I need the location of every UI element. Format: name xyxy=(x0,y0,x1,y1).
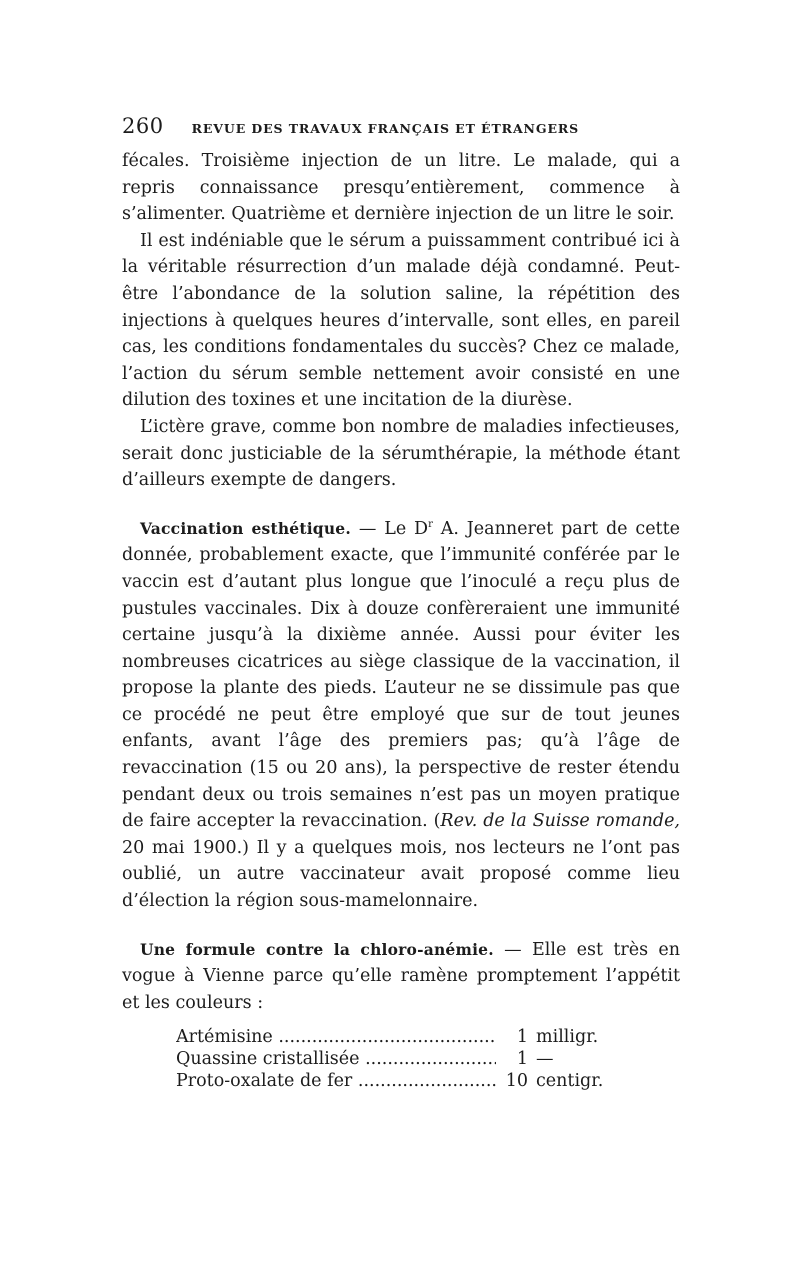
recipe-unit: — xyxy=(536,1049,554,1070)
recipe-row xyxy=(176,1048,626,1070)
journal-citation: Rev. de la Suisse romande, xyxy=(440,811,680,832)
recipe-row xyxy=(176,1026,626,1048)
vaccination-intro: — Le D xyxy=(350,518,429,539)
section-vaccination xyxy=(122,516,680,915)
recipe-ingredient: Quassine cristallisée ..... xyxy=(176,1048,496,1070)
vaccination-body-2: 20 mai 1900.) Il y a quelques mois, nos lecteurs ne l’ont pas oublié, un autre vaccinateur avait proposé comme lieu d’élection la région sous-mamelonnaire. xyxy=(122,837,680,912)
section-formule xyxy=(122,937,680,1017)
paragraph-3: L’ictère grave, comme bon nombre de maladies infectieuses, serait donc justiciable de la sérumthérapie, la méthode étant d’ailleurs exempte de dangers. xyxy=(122,416,680,491)
recipe-ingredient: Artémisine ..... xyxy=(176,1026,496,1048)
recipe-quantity: 10 xyxy=(505,1071,528,1092)
running-title: REVUE DES TRAVAUX FRANÇAIS ET ÉTRANGERS xyxy=(191,121,580,136)
recipe-ingredient: Proto-oxalate de fer ..... xyxy=(176,1070,496,1092)
recipe-quantity: 1 xyxy=(516,1049,528,1070)
doctor-superscript: r xyxy=(428,518,433,530)
section-title-vaccination: Vaccination esthétique. xyxy=(140,518,351,538)
formule-body: — Elle est très en vogue à Vienne parce qu’elle ramène promptement l’appétit et les couleurs : xyxy=(122,939,681,1013)
page-header xyxy=(122,114,682,138)
recipe-row xyxy=(176,1070,626,1092)
paragraph-2: Il est indéniable que le sérum a puissamment contribué ici à la véritable résurrection d’un malade déjà condamné. Peut-être l’abondance de la solution saline, la répétition des injections à quelques heures d’intervalle, sont elles, en pareil cas, les conditions fondamentales du succès? Chez ce malade, l’action du sérum semble nettement avoir consisté en une dilution des toxines et une incitation de la diurèse. xyxy=(122,230,680,411)
recipe-unit: milligr. xyxy=(536,1027,599,1048)
recipe-table xyxy=(176,1026,626,1092)
recipe-unit: centigr. xyxy=(536,1071,604,1092)
page-number: 260 xyxy=(122,114,164,138)
paragraph-1: fécales. Troisième injection de un litre. Le malade, qui a repris connaissance presqu’entièrement, commence à s’alimenter. Quatrième et dernière injection de un litre le soir. xyxy=(122,151,680,225)
body-text xyxy=(122,148,680,1092)
vaccination-body-1: A. Jeanneret part de cette donnée, probablement exacte, que l’immunité conférée par le vaccin est d’autant plus longue que l’inoculé a reçu plus de pustules vaccinales. Dix à douze confèreraient une immunité certaine jusqu’à la dixième année. Aussi pour éviter les nombreuses cicatrices au siège classique de la vaccination, il propose la plante des pieds. L’auteur ne se dissimule pas que ce procédé ne peut être employé que sur de tout jeunes enfants, avant l’âge des premiers pas; qu’à l’âge de revaccination (15 ou 20 ans), la perspective de rester étendu pendant deux ou trois semaines n’est pas un moyen pratique de faire accepter la revaccination. ( xyxy=(122,518,680,832)
section-title-formule: Une formule contre la chloro-anémie. xyxy=(140,939,494,959)
recipe-quantity: 1 xyxy=(516,1027,528,1048)
